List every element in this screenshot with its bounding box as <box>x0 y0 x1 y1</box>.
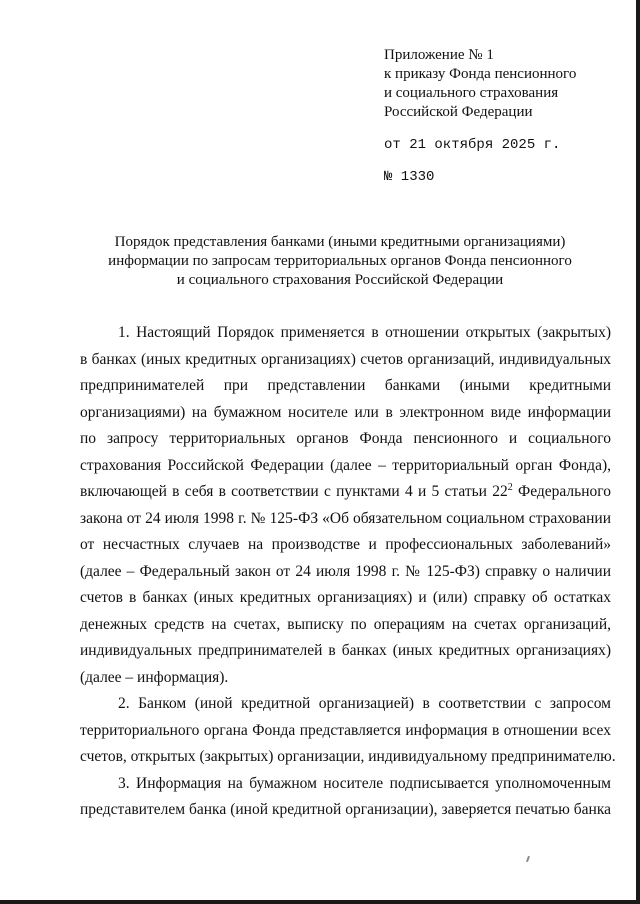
body-line: организациями) на бумажном носителе или в электронном виде информации <box>80 403 611 421</box>
paragraph-3 <box>80 771 611 824</box>
body-line: предпринимателей при представлении банками (иными кредитными <box>80 377 611 394</box>
body-line: по запросу территориальных органов Фонда пенсионного и социального <box>80 430 611 447</box>
body-line: счетов, открытых (закрытых) организации, индивидуальному предпринимателю. <box>80 748 616 765</box>
document-body <box>80 320 616 824</box>
body-line-part: Федерального <box>512 483 611 500</box>
scan-speck <box>526 856 530 862</box>
scan-edge-bottom <box>0 900 640 904</box>
scan-edge-right <box>636 0 640 904</box>
appendix-line: и социального страхования <box>384 85 559 101</box>
title-line: информации по запросам территориальных органов Фонда пенсионного <box>108 253 572 269</box>
order-date: от 21 октября 2025 г. <box>384 137 561 153</box>
body-line: счетов в банках (иных кредитных организациях) и (или) справку об остатках <box>80 589 611 606</box>
body-line: территориального органа Фонда представляется информация в отношении всех <box>80 721 611 739</box>
title-line: и социального страхования Российской Федерации <box>176 272 504 288</box>
title-line: Порядок представления банками (иными кредитными организациями) <box>114 234 566 250</box>
body-line-part: включающей в себя в соответствии с пунктами 4 и 5 статьи 22 <box>80 483 508 500</box>
paragraph-1 <box>80 320 611 691</box>
document-title <box>90 233 590 290</box>
body-line: представителем банка (иной кредитной организации), заверяется печатью банка <box>80 801 611 818</box>
body-line: (далее – информация). <box>80 668 229 686</box>
body-line-with-superscript <box>80 479 611 506</box>
paragraph-2 <box>80 691 616 771</box>
appendix-line: Приложение № 1 <box>384 47 494 63</box>
body-line: в банках (иных кредитных организациях) счетов организаций, индивидуальных <box>80 350 611 368</box>
body-line: денежных средств на счетах, выписку по операциям на счетах организаций, <box>80 615 611 633</box>
body-line: от несчастных случаев на производстве и профессиональных заболеваний» <box>80 536 611 553</box>
appendix-line: Российской Федерации <box>384 104 533 120</box>
body-line: индивидуальных предпринимателей в банках (иных кредитных организациях) <box>80 642 611 659</box>
body-line: закона от 24 июля 1998 г. № 125-ФЗ «Об обязательном социальном страховании <box>80 509 611 527</box>
superscript: 2 <box>507 482 513 493</box>
body-line: 2. Банком (иной кредитной организацией) в соответствии с запросом <box>118 695 611 712</box>
body-line: (далее – Федеральный закон от 24 июля 1998 г. № 125-ФЗ) справку о наличии <box>80 562 611 580</box>
appendix-line: к приказу Фонда пенсионного <box>384 66 577 82</box>
appendix-header <box>384 46 576 187</box>
body-line: страхования Российской Федерации (далее – территориальный орган Фонда), <box>80 456 611 474</box>
body-line: 3. Информация на бумажном носителе подписывается уполномоченным <box>118 774 611 792</box>
body-line: 1. Настоящий Порядок применяется в отношении открытых (закрытых) <box>118 324 611 341</box>
order-number: № 1330 <box>384 169 435 185</box>
